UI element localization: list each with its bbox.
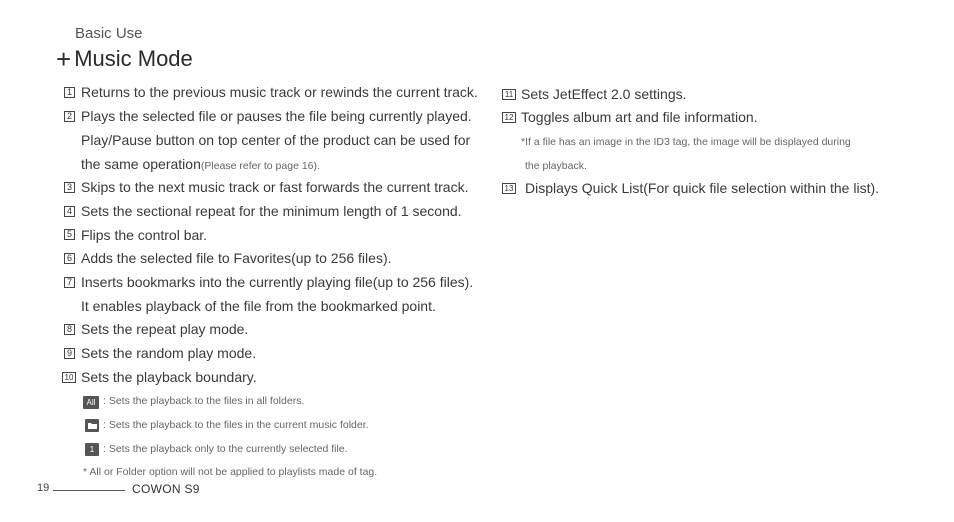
item-text-11: Sets JetEffect 2.0 settings. [521, 86, 687, 102]
id3-note-line1: *If a file has an image in the ID3 tag, the image will be displayed during [521, 136, 851, 148]
page-title-text: Music Mode [74, 46, 193, 71]
item-number-13: 13 [502, 183, 516, 194]
item-text-2-main: the same operation [81, 156, 201, 172]
item-number-12: 12 [502, 112, 516, 123]
item-text-8: Sets the repeat play mode. [81, 321, 249, 337]
folder-icon [85, 419, 99, 432]
item-text-2: Plays the selected file or pauses the file being currently played. [81, 108, 472, 124]
item-number-6: 6 [64, 253, 75, 264]
item-number-3: 3 [64, 182, 75, 193]
item-number-8: 8 [64, 324, 75, 335]
boundary-folder-text: : Sets the playback to the files in the current music folder. [103, 419, 369, 431]
item-text-1: Returns to the previous music track or rewinds the current track. [81, 84, 478, 100]
boundary-single-text: : Sets the playback only to the currently selected file. [103, 443, 348, 455]
item-number-9: 9 [64, 348, 75, 359]
boundary-single-badge: 1 [85, 443, 99, 456]
item-number-2: 2 [64, 111, 75, 122]
boundary-all-badge: All [83, 396, 99, 409]
item-text-4: Sets the sectional repeat for the minimum length of 1 second. [81, 203, 462, 219]
item-text-12: Toggles album art and file information. [521, 109, 758, 125]
item-number-7: 7 [64, 277, 75, 288]
item-number-1: 1 [64, 87, 75, 98]
item-text-10: Sets the playback boundary. [81, 369, 257, 385]
item-number-10: 10 [62, 372, 76, 383]
item-text-2-cont2 [81, 156, 320, 172]
item-text-2-ref: (Please refer to page 16). [200, 160, 320, 172]
footer-brand: COWON S9 [132, 482, 200, 496]
item-text-7: Inserts bookmarks into the currently playing file(up to 256 files). [81, 274, 474, 290]
boundary-all-text: : Sets the playback to the files in all folders. [103, 395, 305, 407]
id3-note-line2: the playback. [525, 160, 587, 172]
item-text-9: Sets the random play mode. [81, 345, 257, 361]
item-text-7-cont: It enables playback of the file from the bookmarked point. [81, 298, 436, 314]
item-number-11: 11 [502, 89, 516, 100]
item-text-13: Displays Quick List(For quick file selection within the list). [525, 180, 880, 196]
page-number: 19 [37, 482, 50, 494]
boundary-note: * All or Folder option will not be applied to playlists made of tag. [83, 466, 378, 478]
item-number-4: 4 [64, 206, 75, 217]
item-number-5: 5 [64, 229, 75, 240]
item-text-3: Skips to the next music track or fast forwards the current track. [81, 179, 469, 195]
page-title [56, 46, 193, 72]
footer-divider [53, 490, 125, 491]
item-text-2-cont: Play/Pause button on top center of the product can be used for [81, 132, 471, 148]
item-text-5: Flips the control bar. [81, 227, 208, 243]
item-text-6: Adds the selected file to Favorites(up to 256 files). [81, 250, 392, 266]
plus-icon: + [56, 44, 72, 74]
section-label: Basic Use [75, 25, 143, 42]
